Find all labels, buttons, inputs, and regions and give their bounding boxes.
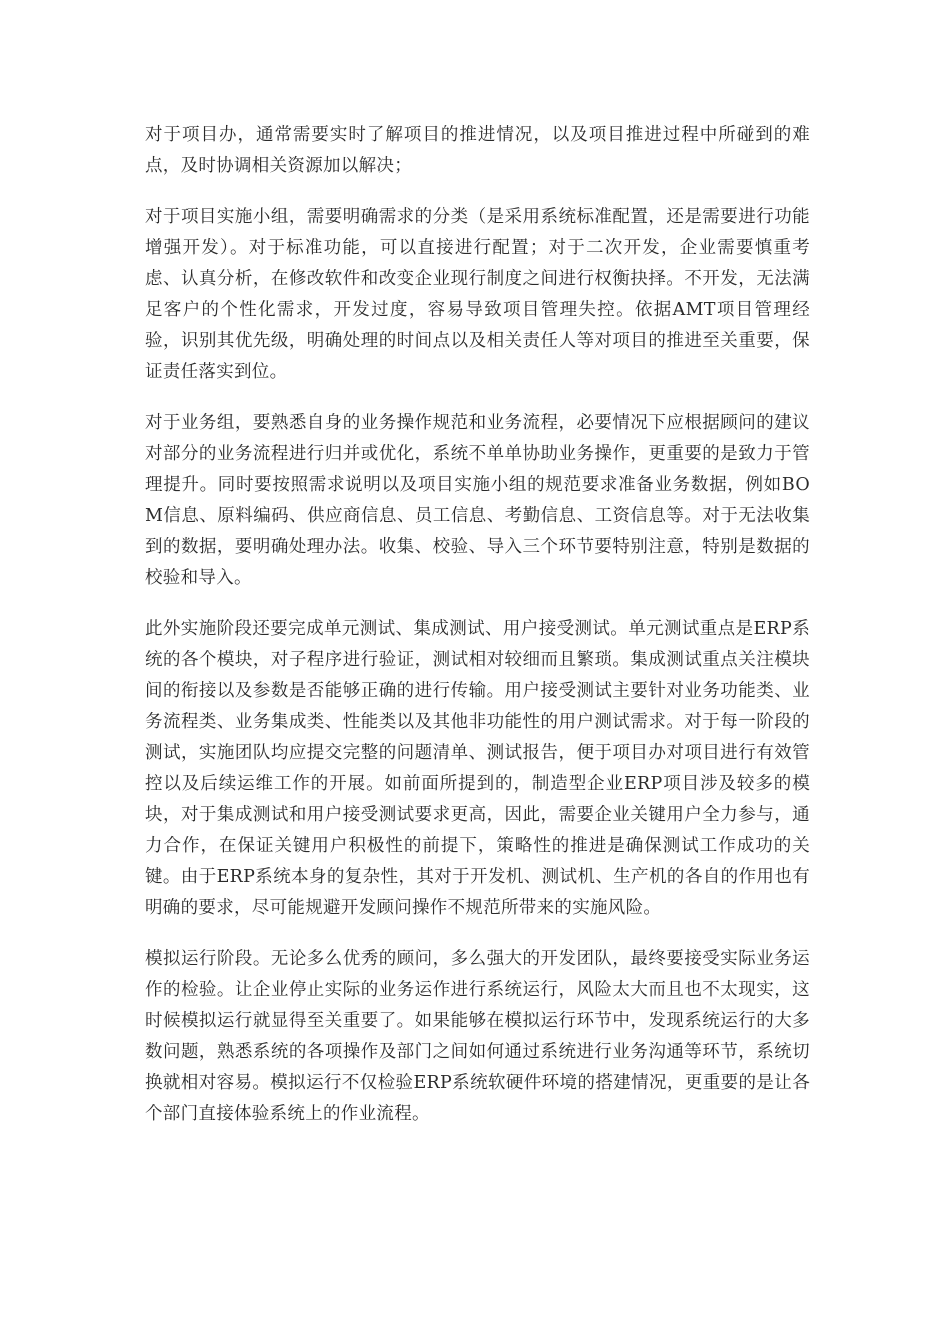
paragraph-project-office: 对于项目办，通常需要实时了解项目的推进情况，以及项目推进过程中所碰到的难点，及时协调相关资源加以解决； [145, 125, 810, 176]
paragraph-testing: 此外实施阶段还要完成单元测试、集成测试、用户接受测试。单元测试重点是ERP系统的各个模块，对子程序进行验证，测试相对较细而且繁琐。集成测试重点关注模块间的衔接以及参数是否能够正确的进行传输。用户接受测试主要针对业务功能类、业务流程类、业务集成类、性能类以及其他非功能性的用户测试需求。对于每一阶段的测试，实施团队均应提交完整的问题清单、测试报告，便于项目办对项目进行有效管控以及后续运维工作的开展。如前面所提到的，制造型企业ERP项目涉及较多的模块，对于集成测试和用户接受测试要求更高，因此，需要企业关键用户全力参与，通力合作，在保证关键用户积极性的前提下，策略性的推进是确保测试工作成功的关键。由于ERP系统本身的复杂性，其对于开发机、测试机、生产机的各自的作用也有明确的要求，尽可能规避开发顾问操作不规范所带来的实施风险。 [145, 619, 810, 918]
paragraph-simulation-run: 模拟运行阶段。无论多么优秀的顾问，多么强大的开发团队，最终要接受实际业务运作的检验。让企业停止实际的业务运作进行系统运行，风险太大而且也不太现实，这时候模拟运行就显得至关重要了。如果能够在模拟运行环节中，发现系统运行的大多数问题，熟悉系统的各项操作及部门之间如何通过系统进行业务沟通等环节，系统切换就相对容易。模拟运行不仅检验ERP系统软硬件环境的搭建情况，更重要的是让各个部门直接体验系统上的作业流程。 [145, 949, 810, 1124]
document-body [145, 120, 810, 1150]
paragraph-implementation-team: 对于项目实施小组，需要明确需求的分类（是采用系统标准配置，还是需要进行功能增强开发）。对于标准功能，可以直接进行配置；对于二次开发，企业需要慎重考虑、认真分析，在修改软件和改变企业现行制度之间进行权衡抉择。不开发，无法满足客户的个性化需求，开发过度，容易导致项目管理失控。依据AMT项目管理经验，识别其优先级，明确处理的时间点以及相关责任人等对项目的推进至关重要，保证责任落实到位。 [145, 207, 810, 382]
paragraph-business-group: 对于业务组，要熟悉自身的业务操作规范和业务流程，必要情况下应根据顾问的建议对部分的业务流程进行归并或优化，系统不单单协助业务操作，更重要的是致力于管理提升。同时要按照需求说明以及项目实施小组的规范要求准备业务数据，例如BOM信息、原料编码、供应商信息、员工信息、考勤信息、工资信息等。对于无法收集到的数据，要明确处理办法。收集、校验、导入三个环节要特别注意，特别是数据的校验和导入。 [145, 413, 810, 588]
